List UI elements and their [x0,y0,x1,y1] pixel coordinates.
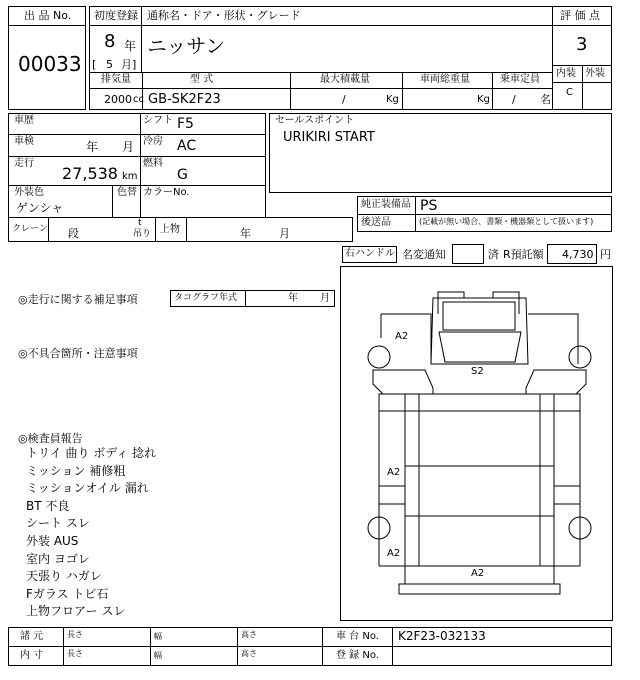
dimensions-label: 諸 元 [20,631,44,642]
spec-div-4 [492,72,493,110]
ac-label: 冷房 [143,136,163,147]
length-label-2: 長さ [67,649,83,658]
upper-month-unit: 月 [279,227,290,240]
recycle-prefix: 済 [488,248,499,261]
footer-div-4 [322,627,323,666]
lot-no-label: 出 品 No. [24,9,72,22]
crane-label: クレーン [12,224,48,234]
footer-div-1 [63,627,64,666]
weight-unit: Kg [477,94,490,105]
details-row-3 [8,185,266,186]
damage-mark: A2 [387,548,401,559]
inspector-line: BT 不良 [26,498,70,513]
inspector-title: ◎検査員報告 [18,432,83,445]
sales-point: URIKIRI START [283,130,375,145]
footer-div-2 [150,627,151,666]
damage-mark: A2 [471,568,485,579]
inspector-line: トリイ 曲り ボディ 捻れ [26,446,157,460]
crane-div-2 [155,217,156,242]
cab-roof [443,302,515,330]
footer-div-5 [392,627,393,666]
tacho-label: タコグラフ年式 [174,293,238,303]
reg-month-close: 月] [121,58,137,71]
right-door [526,370,586,394]
upper-year-unit: 年 [240,227,251,240]
inspection-label: 車検 [14,136,34,147]
first-reg-label: 初度登録 [94,9,138,22]
mileage: 27,538 [62,164,118,183]
tacho-month-unit: 月 [320,293,330,304]
fuel-label: 燃料 [143,158,163,169]
reg-month-open: [ [92,58,97,71]
model-label: 通称名・ドア・形状・グレード [147,9,301,22]
width-label: 幅 [154,632,162,641]
footer-line [8,646,612,647]
recycle-unit: 円 [600,248,611,261]
color-no-label: 色替 [117,187,137,198]
crane-ton-bottom: 吊り [133,229,152,239]
chassis-label: 車 台 No. [336,631,379,642]
damage-mark: A2 [387,467,401,478]
crane-div-3 [186,217,187,242]
rear-bumper [399,584,560,594]
grade-line [552,82,612,83]
details-split [140,113,141,218]
color-split [112,185,113,218]
chassis-no: K2F23-032133 [398,629,486,643]
name-change: 名変通知 [402,248,446,261]
inspector-line: 室内 ヨゴレ [26,551,90,566]
crane-ton-top: t [138,218,142,228]
details-row-1 [8,134,266,135]
defect-title: ◎不具合箇所・注意事項 [18,347,138,360]
max-load-label: 最大積載量 [320,74,370,85]
left-door [373,370,433,394]
inspection-year-unit: 年 [86,140,99,154]
equipment-line [357,214,612,215]
history-label: 車歴 [14,115,34,126]
capacity-slash: / [512,93,516,106]
reg-divider [141,25,142,73]
reg-year: 8 [104,31,116,52]
crane-div-1 [48,217,49,242]
spec-line [89,88,553,89]
inspector-line: 上物フロアー スレ [26,604,126,619]
registration-label: 登 録 No. [336,650,379,661]
exterior-label: 外装 [585,68,605,79]
shipped-label: 後送品 [361,217,391,228]
width-label-2: 幅 [154,651,162,660]
equipment-split [415,196,416,232]
interior-dim-label: 内 寸 [20,650,44,661]
shift: F5 [177,116,194,132]
tacho-year-unit: 年 [288,293,298,304]
left-mirror [438,292,464,298]
gross-weight-label: 車両総重量 [420,74,470,85]
spec-div-3 [402,72,403,110]
cargo-bed [405,394,554,566]
displacement-unit: cc [133,94,144,105]
height-label: 高さ [241,630,257,639]
inspector-line: 外装 AUS [26,534,79,548]
rating-label: 評 価 点 [560,9,600,22]
model-code-label: 型 式 [190,74,214,85]
cab-outline [431,298,528,364]
color: ゲンシャ [16,201,64,215]
recycle-label: R預託額 [503,248,544,261]
color-code-label: カラーNo. [143,187,190,198]
height-label-2: 高さ [241,649,257,658]
damage-mark: A2 [395,331,409,342]
sales-point-label: セールスポイント [275,115,355,126]
rhd: 右ハンドル [345,248,395,259]
footer-div-3 [237,627,238,666]
shift-label: シフト [143,115,173,126]
displacement: 2000 [104,93,132,106]
shipped-note: (記載が無い場合、書類・機器類として扱います) [419,217,594,226]
details-row-2 [8,156,266,157]
front-left-wheel [368,346,390,368]
displacement-label: 排気量 [101,74,131,85]
windshield [439,332,521,362]
equipment: PS [420,198,438,214]
make: ニッサン [147,34,226,58]
mileage-label: 走行 [14,158,34,169]
damage-mark: S2 [471,366,484,377]
capacity-label: 乗車定員 [500,74,540,85]
name-change-box [452,244,484,264]
inspector-line: ミッションオイル 漏れ [26,481,149,496]
model-code: GB-SK2F23 [148,92,221,107]
spec-div-2 [290,72,291,110]
front-right [528,314,578,364]
rating: 3 [576,34,588,55]
upper-label: 上物 [160,224,180,235]
tacho-split [245,290,246,307]
length-label: 長さ [67,630,83,639]
rating-split [582,65,583,110]
lot-no: 00033 [18,52,82,76]
reg-year-unit: 年 [124,39,137,53]
driving-title: ◎走行に関する補足事項 [18,293,138,306]
right-mirror [493,292,519,298]
reg-month: 5 [106,58,113,71]
interior-grade: C [566,87,573,98]
ac: AC [177,138,197,154]
rating-label-line [552,25,612,26]
inspection-month-unit: 月 [122,140,135,154]
load-slash: / [342,93,346,106]
recycle-amount: 4,730 [562,248,594,261]
interior-label: 内装 [556,68,576,79]
crane-tier-unit: 段 [68,227,79,240]
inspector-line: 天張り ハガレ [26,569,102,584]
capacity-unit: 名 [540,93,551,106]
inspector-line: シート スレ [26,516,90,531]
crane-box [8,217,353,242]
mileage-unit: km [122,171,138,182]
inspector-line: Fガラス トビ石 [26,586,109,601]
fuel: G [177,167,188,183]
load-unit: Kg [386,94,399,105]
vehicle-diagram [343,266,616,621]
inspector-line: ミッション 補修粗 [26,463,126,478]
front-right-wheel [569,346,591,368]
color-label: 外装色 [14,187,44,198]
equipment-label: 純正装備品 [361,199,411,210]
